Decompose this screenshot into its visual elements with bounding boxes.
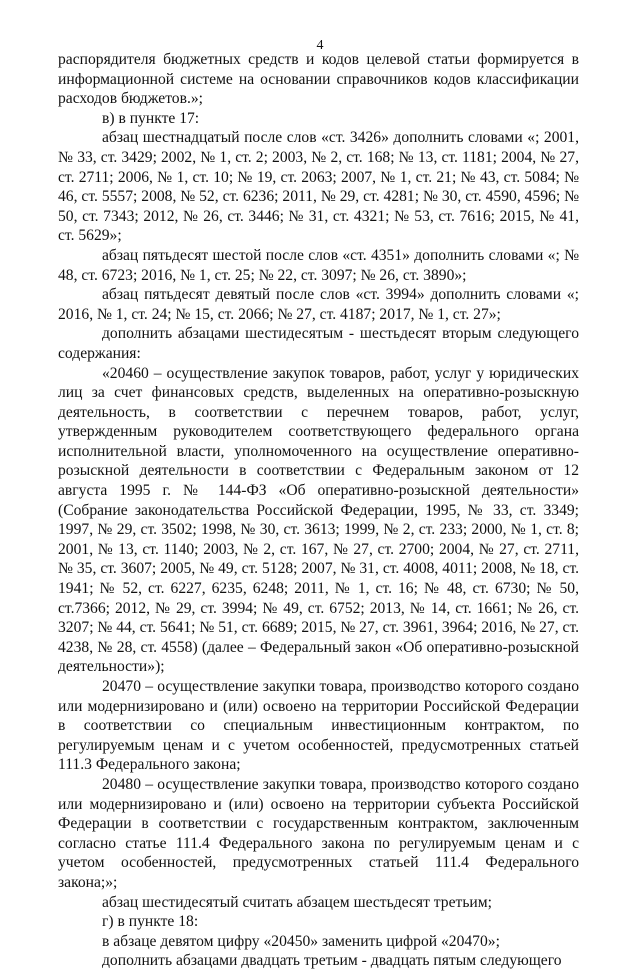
paragraph: 20480 – осуществление закупки товара, производство которого создано или модернизировано и (или) освоено на территории субъекта Российской Федерации в соответствии с государственным контрактом, заключенным согласно статье 111.4 Федерального закона по регулируемым ценам и с учетом особенностей, предусмотренных статьей 111.4 Федерального закона;»; [58, 775, 579, 891]
page-number: 4 [316, 38, 324, 53]
paragraph: г) в пункте 18: [102, 913, 199, 931]
paragraph: абзац шестнадцатый после слов «ст. 3426» дополнить словами «; 2001, № 33, ст. 3429; 2002, № 1, ст. 2; 2003, № 2, ст. 168; № 13, ст. 1181; 2004, № 27, ст. 2711; 2006, № 1, ст. 10; № 19, ст. 2063; 2007, № 1, ст. 21; № 43, ст. 5084; № 46, ст. 5557; 2008, № 52, ст. 6236; 2011, № 29, ст. 4281; № 30, ст. 4590, 4596; № 50, ст. 7343; 2012, № 26, ст. 3446; № 31, ст. 4321; № 53, ст. 7616; 2015, № 41, ст. 5629»; [58, 129, 579, 245]
paragraph: дополнить абзацами двадцать третьим - двадцать пятым следующего [102, 952, 562, 970]
paragraph: абзац пятьдесят девятый после слов «ст. 3994» дополнить словами «; 2016, № 1, ст. 24; № 15, ст. 2066; № 27, ст. 4187; 2017, № 1, ст. 27»; [58, 286, 579, 323]
paragraph: распорядителя бюджетных средств и кодов целевой статьи формируется в информационной системе на основании справочников кодов классификации расходов бюджетов.»; [58, 51, 579, 108]
paragraph: дополнить абзацами шестидесятым - шестьдесят вторым следующего содержания: [58, 325, 579, 362]
paragraph: абзац пятьдесят шестой после слов «ст. 4351» дополнить словами «; № 48, ст. 6723; 2016, № 1, ст. 25; № 22, ст. 3097; № 26, ст. 3890»; [58, 246, 579, 284]
document-body [58, 50, 579, 971]
paragraph: в) в пункте 17: [102, 109, 200, 127]
paragraph: в абзаце девятом цифру «20450» заменить цифрой «20470»; [102, 932, 500, 950]
paragraph: 20470 – осуществление закупки товара, производство которого создано или модернизировано и (или) освоено на территории Российской Федерации в соответствии со специальным инвестиционным контрактом, по регулируемым ценам и с учетом особенностей, предусмотренных статьей 111.3 Федерального закона; [58, 678, 579, 774]
paragraph: абзац шестидесятый считать абзацем шестьдесят третьим; [102, 893, 492, 911]
paragraph: «20460 – осуществление закупок товаров, работ, услуг у юридических лиц за счет финансовых средств, выделенных на оперативно-розыскную деятельность, в соответствии с перечнем товаров, работ, услуг, утвержденным руководителем соответствующего федерального органа исполнительной власти, уполномоченного на осуществление оперативно-розыскной деятельности в соответствии с Федеральным законом от 12 августа 1995 г. № 144-ФЗ «Об оперативно-розыскной деятельности» (Собрание законодательства Российской Федерации, 1995, № 33, ст. 3349; 1997, № 29, ст. 3502; 1998, № 30, ст. 3613; 1999, № 2, ст. 233; 2000, № 1, ст. 8; 2001, № 13, ст. 1140; 2003, № 2, ст. 167, № 27, ст. 2700; 2004, № 27, ст. 2711, № 35, ст. 3607; 2005, № 49, ст. 5128; 2007, № 31, ст. 4008, 4011; 2008, № 18, ст. 1941; № 52, ст. 6227, 6235, 6248; 2011, № 1, ст. 16; № 48, ст. 6730; № 50, ст.7366; 2012, № 29, ст. 3994; № 49, ст. 6752; 2013, № 14, ст. 1661; № 26, ст. 3207; № 44, ст. 5641; № 51, ст. 6689; 2015, № 27, ст. 3961, 3964; 2016, № 27, ст. 4238, № 28, ст. 4558) (далее – Федеральный закон «Об оперативно-розыскной деятельности»); [58, 364, 579, 676]
